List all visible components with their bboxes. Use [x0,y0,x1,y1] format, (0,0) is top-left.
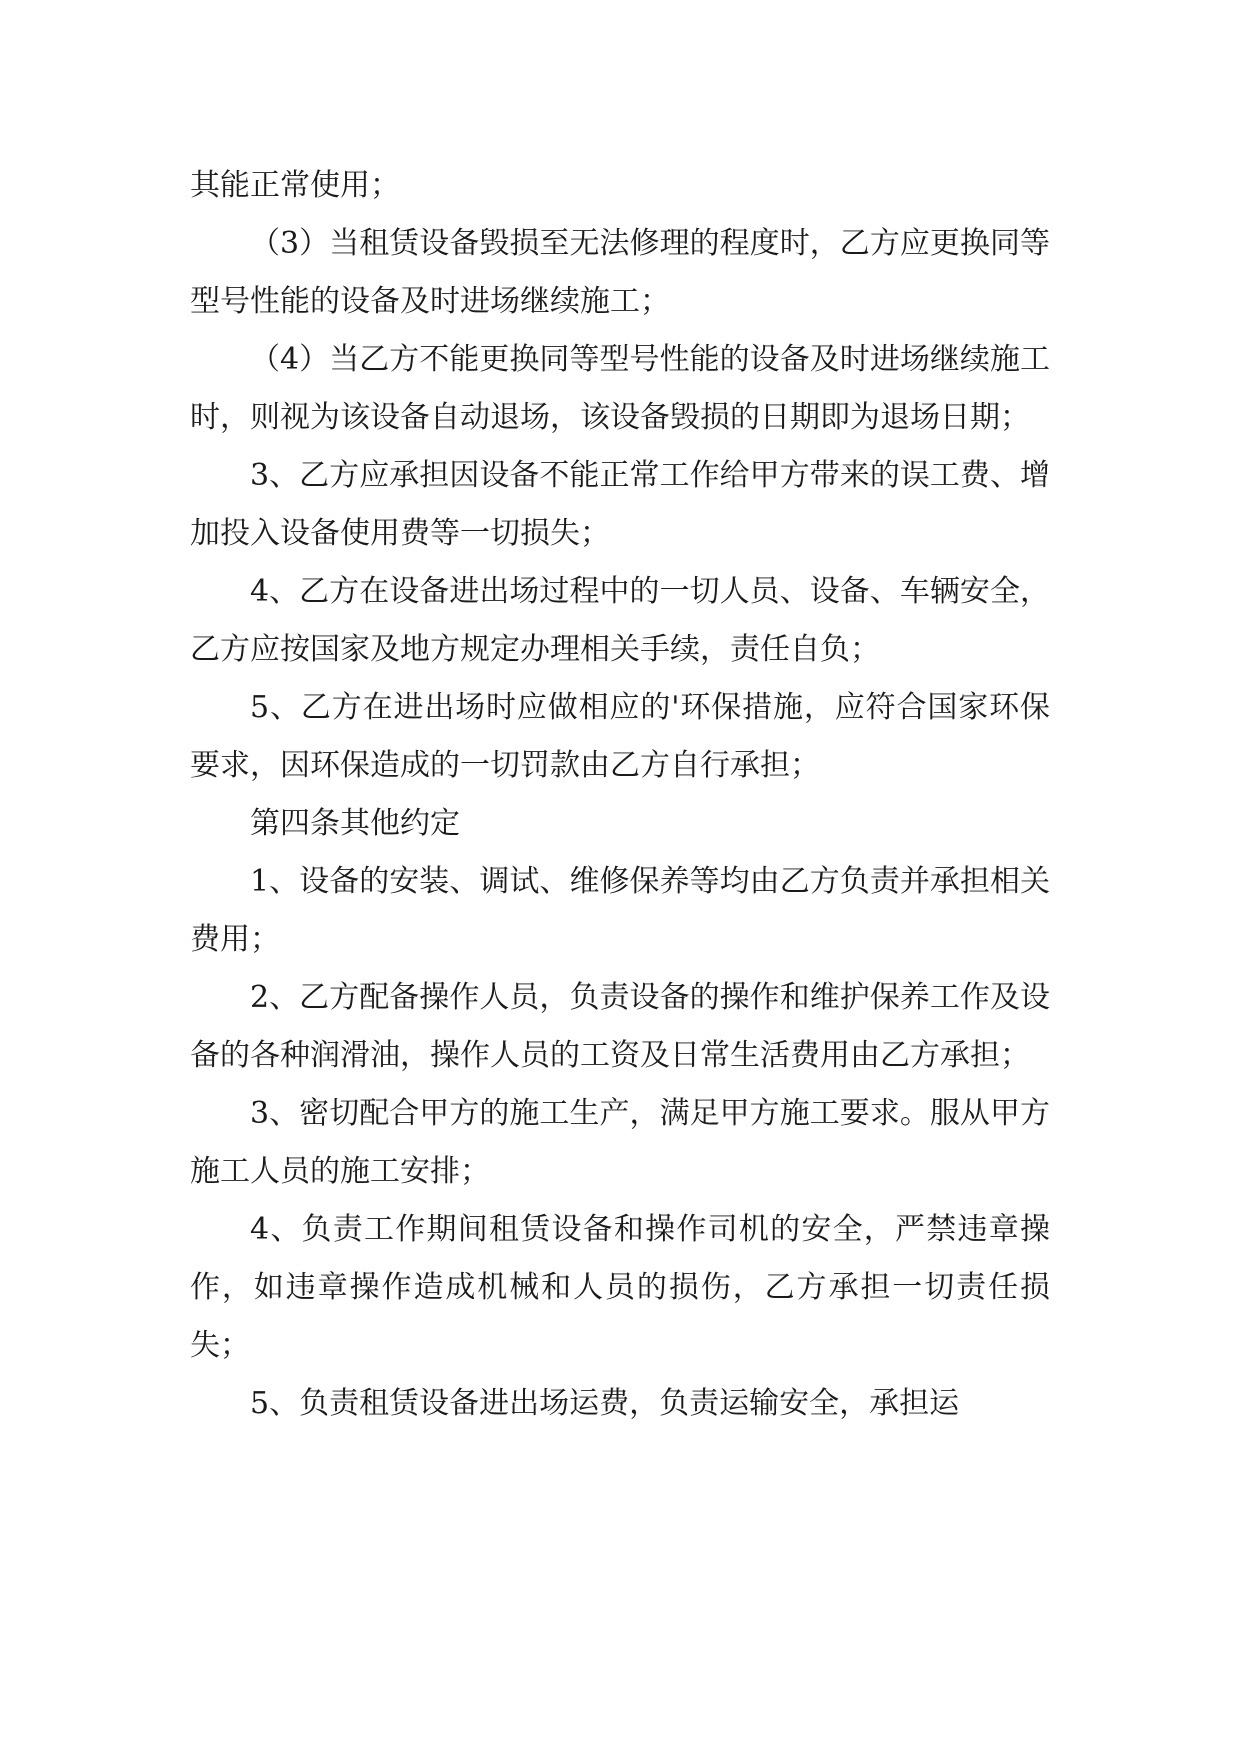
document-body [190,157,1050,1433]
paragraph-clause-5: 5、乙方在进出场时应做相应的'环保措施，应符合国家环保要求，因环保造成的一切罚款由乙方自行承担； [190,690,1050,783]
paragraph-continuation: 其能正常使用； [190,168,400,203]
paragraph-article4-clause-1: 1、设备的安装、调试、维修保养等均由乙方负责并承担相关费用； [190,864,1050,957]
paragraph-article4-clause-5: 5、负责租赁设备进出场运费，负责运输安全，承担运 [250,1386,960,1421]
paragraph-article4-clause-4: 4、负责工作期间租赁设备和操作司机的安全，严禁违章操作，如违章操作造成机械和人员的损伤，乙方承担一切责任损失； [190,1212,1050,1363]
paragraph-item-3-sub: （3）当租赁设备毁损至无法修理的程度时，乙方应更换同等型号性能的设备及时进场继续施工； [190,226,1050,319]
section-heading-article-4: 第四条其他约定 [250,806,460,841]
paragraph-clause-3: 3、乙方应承担因设备不能正常工作给甲方带来的误工费、增加投入设备使用费等一切损失； [190,458,1050,551]
paragraph-article4-clause-2: 2、乙方配备操作人员，负责设备的操作和维护保养工作及设备的各种润滑油，操作人员的工资及日常生活费用由乙方承担； [190,980,1050,1073]
paragraph-clause-4: 4、乙方在设备进出场过程中的一切人员、设备、车辆安全，乙方应按国家及地方规定办理相关手续，责任自负； [190,574,1050,667]
paragraph-item-4-sub: （4）当乙方不能更换同等型号性能的设备及时进场继续施工时，则视为该设备自动退场，该设备毁损的日期即为退场日期； [190,342,1050,435]
paragraph-article4-clause-3: 3、密切配合甲方的施工生产，满足甲方施工要求。服从甲方施工人员的施工安排； [190,1096,1050,1189]
